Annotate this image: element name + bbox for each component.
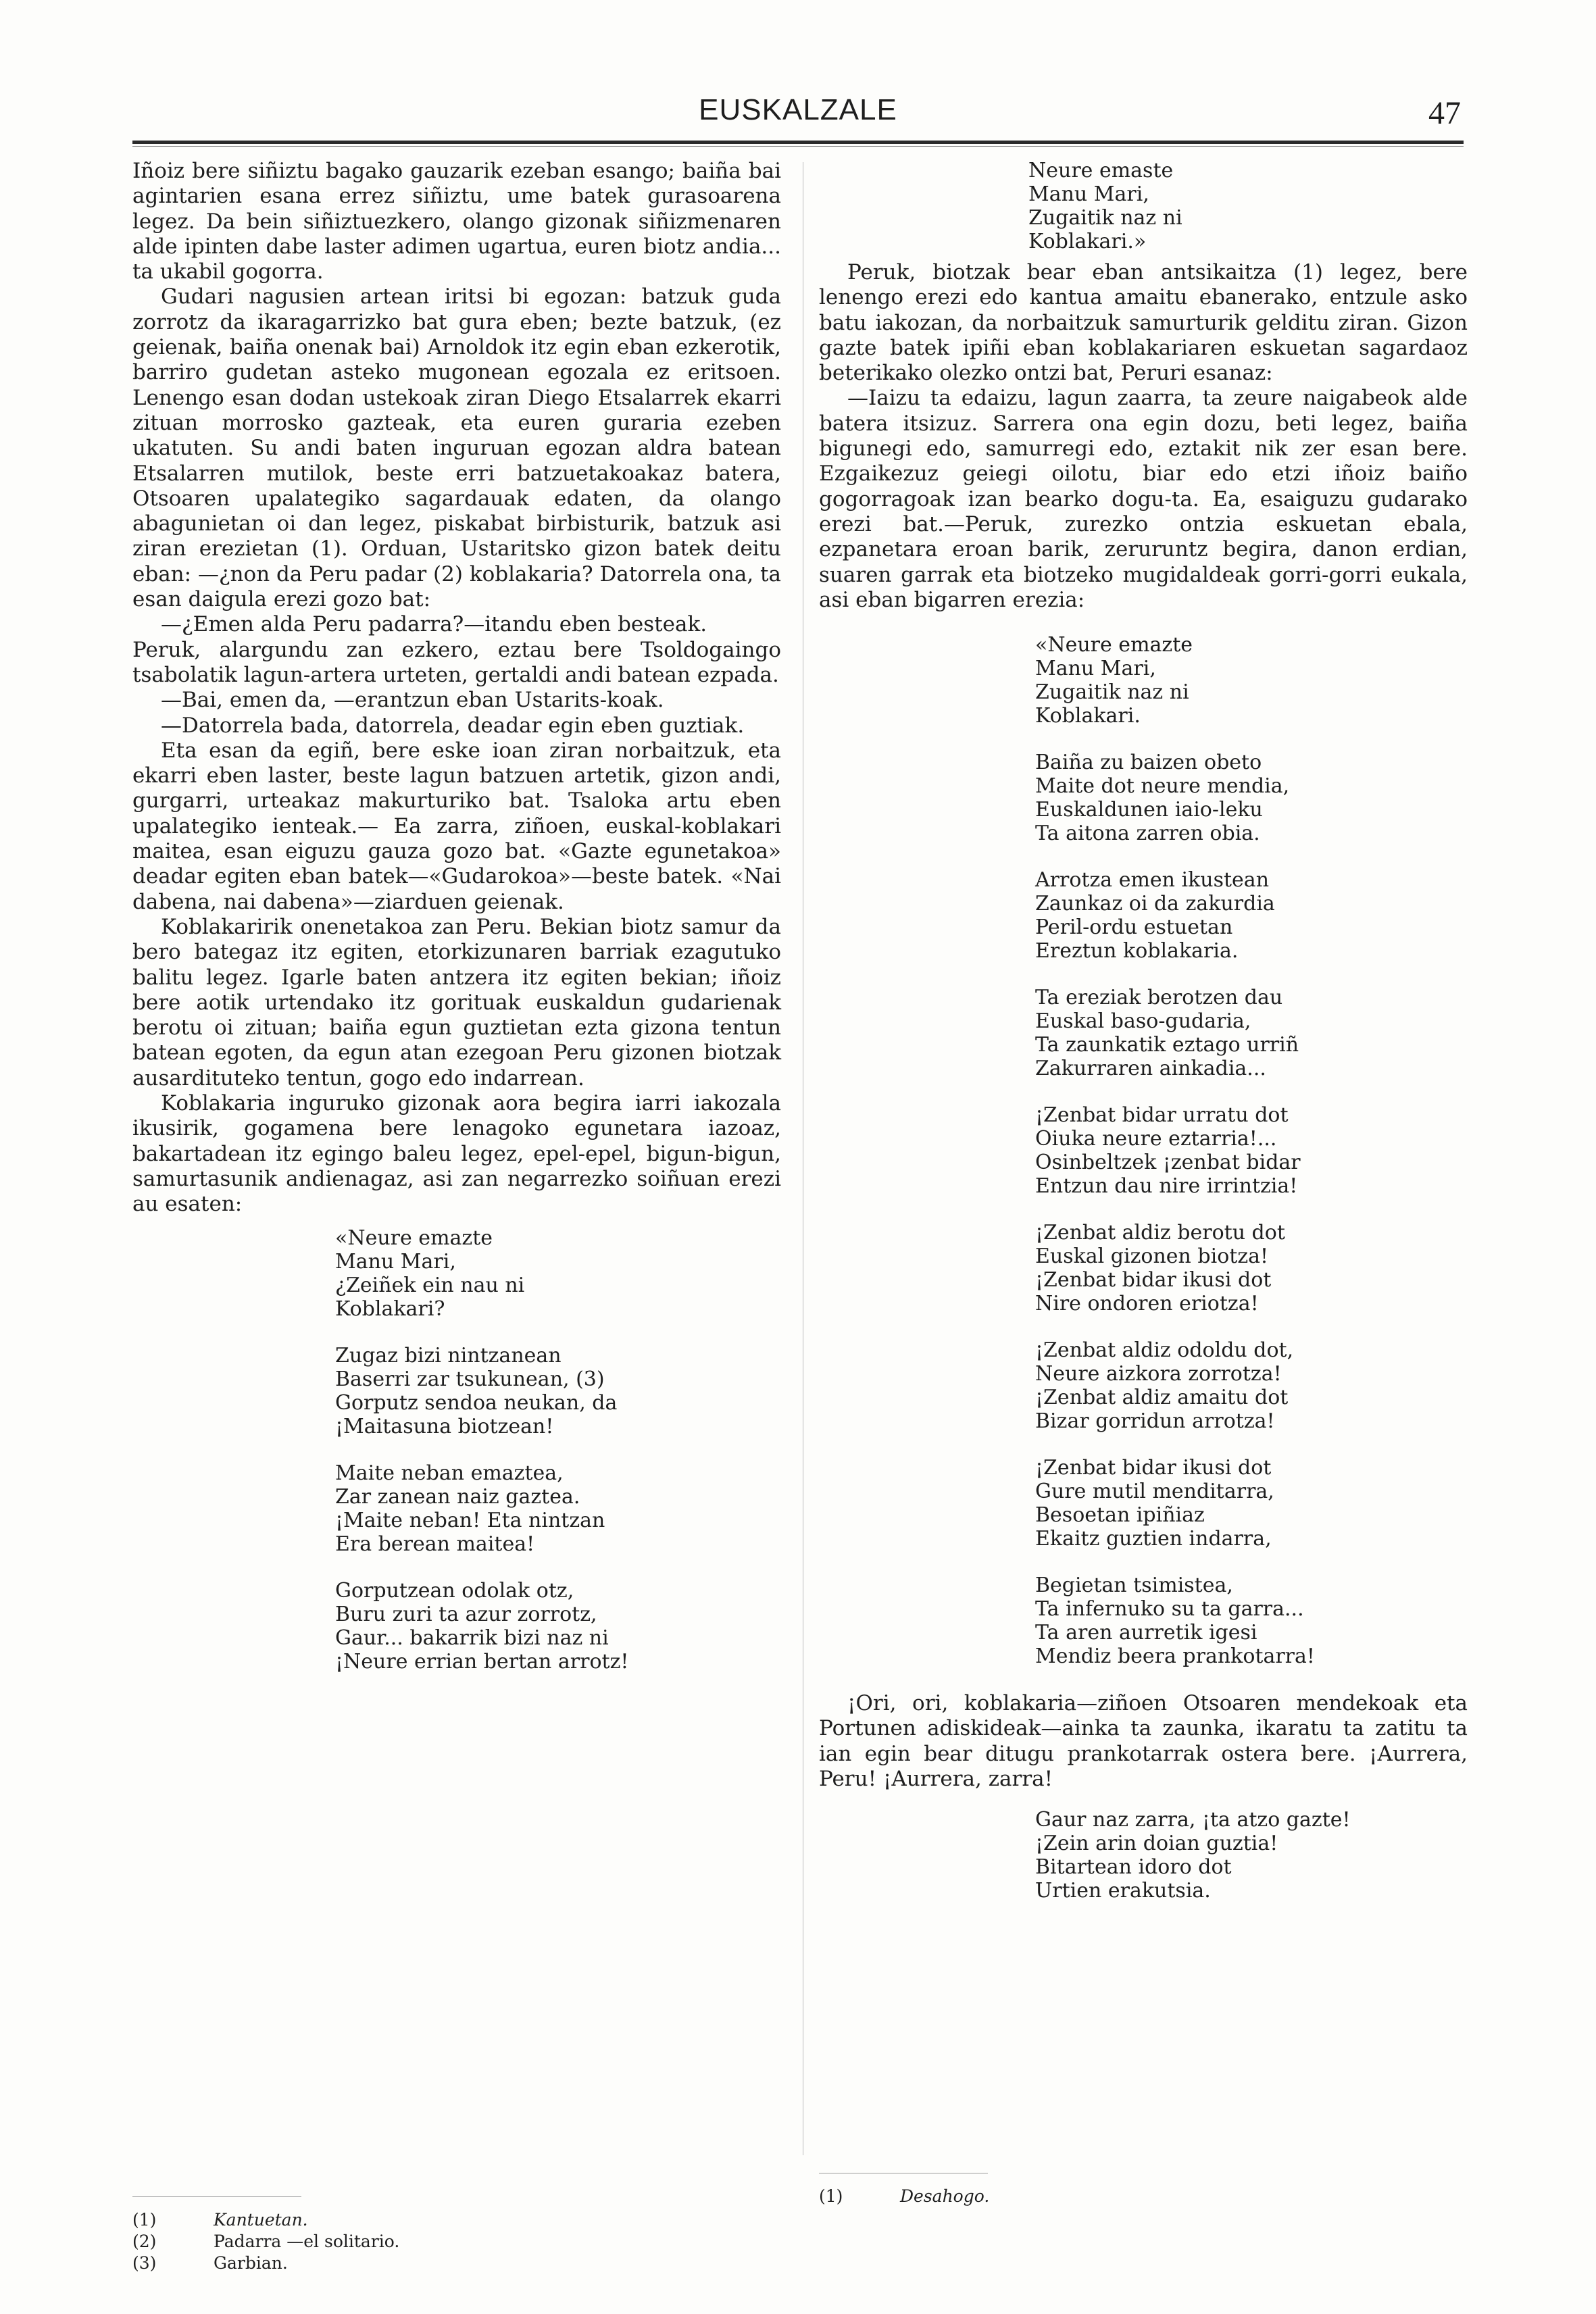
verse-line: Zakurraren ainkadia... [1035,1057,1266,1081]
verse-line: Ta aitona zarren obia. [1035,822,1260,846]
verse-line: Koblakari? [335,1297,445,1322]
paragraph: Peruk, biotzak bear eban antsikaitza (1) legez, bere lenengo erezi edo kantua amaitu ebanerako, entzule asko batu iakozan, da norbaitzuk samurturik gelditu ziran. Gizon gazte batek ipiñi eban koblakariaren eskuetan sagardaoz beterikako olezko ontzi bat, Peruri esanaz: [819,260,1468,386]
stanza [335,1344,781,1438]
verse-line: Ereztun koblakaria. [1035,939,1239,963]
footnote-number: (2) [132,2232,157,2251]
footnote [819,2186,989,2207]
stanza [335,1461,781,1556]
stanza [1035,1456,1468,1551]
running-title: EUSKALZALE [699,93,897,126]
footnote-number: (3) [132,2253,157,2273]
verse-line: Buru zuri ta azur zorrotz, [335,1603,597,1627]
verse-line: ¡Neure errian bertan arrotz! [335,1650,629,1674]
stanza [1035,1574,1468,1668]
stanza [1035,1808,1468,1903]
footnote-number: (1) [819,2186,843,2206]
verse-line: Bitartean idoro dot [1035,1855,1232,1880]
paragraph: Iñoiz bere siñiztu bagako gauzarik ezeban esango; baiña bai agintarien esana errez siñiztu, ume batek gurasoarena legez. Da bein siñiztuezkero, olango gizonak siñizmenaren alde ipinten dabe laster adimen ugartua, euren biotz andia... ta ukabil gogorra. [132,159,781,284]
header-rule [132,141,1464,144]
verse-line: Era berean maitea! [335,1532,535,1557]
verse-line: Maite dot neure mendia, [1035,774,1290,799]
stanza [335,1579,781,1674]
poem [819,633,1468,1668]
dialogue-line: —¿Emen alda Peru padarra?—itandu eben besteak. [161,612,707,637]
footnote-text: Padarra —el solitario. [214,2232,400,2251]
verse-line: «Neure emazte [1035,633,1193,657]
verse-line: Ekaitz guztien indarra, [1035,1527,1272,1551]
verse-line: Baserri zar tsukunean, (3) [335,1367,605,1392]
verse-line: Euskal baso-gudaria, [1035,1009,1251,1034]
paragraph: Gudari nagusien artean iritsi bi egozan: batzuk guda zorrotz da ikaragarrizko bat gura eben; bezte batzuk, (ez geienak, baiña onenak bai) Arnoldok itz egin eban ezkerotik, barriro gudetan asteko mugonean egozala ez eritsoen. Lenengo esan dodan ustekoak ziran Diego Etsalarrek ekarri zituan morrosko gazteak, eta euren guraria ezeben ukatuten. Su andi baten inguruan egozan aldra batean Etsalarren mutilok, beste erri batzuetakoakaz batera, Otsoaren upalategiko sagardauak edaten, da olango abagunietan oi dan legez, piskabat birbisturik, batzuk asi ziran erezietan (1). Orduan, Ustaritsko gizon batek deitu eban: —¿non da Peru padar (2) koblakaria? Datorrela ona, ta esan daigula erezi gozo bat: [132,284,781,612]
poem-continuation [819,159,1468,253]
footnote [132,2209,399,2231]
verse-line: Nire ondoren eriotza! [1035,1292,1259,1316]
verse-line: Manu Mari, [1035,657,1156,681]
page-number: 47 [1428,95,1461,131]
verse-line: Begietan tsimistea, [1035,1574,1233,1598]
verse-line: ¡Zenbat aldiz berotu dot [1035,1221,1285,1245]
stanza [1035,1221,1468,1315]
verse-line: ¡Zein arin doian guztia! [1035,1832,1278,1856]
verse-line: Osinbeltzek ¡zenbat bidar [1035,1151,1301,1175]
stanza [1035,868,1468,963]
verse-line: Zugaitik naz ni [1035,680,1189,705]
verse-line: ¡Zenbat bidar ikusi dot [1035,1268,1272,1292]
verse-line: Gure mutil menditarra, [1035,1480,1274,1504]
left-column [132,159,781,2273]
verse-line: Zaunkaz oi da zakurdia [1035,892,1275,916]
footnote [132,2231,399,2253]
poem [819,1808,1468,1903]
stanza [1035,751,1468,845]
verse-line: ¡Zenbat aldiz odoldu dot, [1035,1338,1294,1363]
footnote [132,2253,399,2274]
verse-line: Zugaz bizi nintzanean [335,1344,562,1368]
verse-line: Besoetan ipiñiaz [1035,1503,1205,1528]
stanza [1035,986,1468,1080]
verse-line: Ta ereziak berotzen dau [1035,986,1283,1010]
paragraph: Koblakaririk onenetakoa zan Peru. Bekian biotz samur da bero bategaz itz egiten, etorkizunaren barriak ezagutuko balitu legez. Igarle baten antzera itz egiten bekian; iñoiz bere aotik urtendako itz gorituak euskaldun gudarienak berotu oi zituan; baiña egun guztietan ezta gizona tentun batean egoten, da egun atan ezegoan Peru gizonen biotzak ausardituteko tentun, gogo edo indarrean. [132,914,781,1090]
verse-line: Ta aren aurretik igesi [1035,1621,1257,1645]
dialogue-line: —Iaizu ta edaizu, lagun zaarra, ta zeure naigabeok alde batera itsizuz. Sarrera ona egin dozu, beti legez, baiña bigunegi edo, samurregi edo, eztakit nik zer esan bere. Ezgaikezuz geiegi oilotu, biar edo etzi iñoiz baiño gogorragoak izan bearko dogu-ta. Ea, esaiguzu gudarako erezi bat.—Peruk, zurezko ontzia eskuetan ebala, ezpanetara eroan barik, zeruruntz begira, danon erdian, suaren garrak eta biotzeko mugidaldeak gorri-gorri eukala, asi eban bigarren erezia: [819,386,1468,612]
verse-line: Gorputzean odolak otz, [335,1579,574,1603]
footnote-number: (1) [132,2210,157,2230]
header-rule-thin [132,146,1464,147]
footnote-text: Kantuetan. [214,2210,308,2230]
verse-line: Gaur naz zarra, ¡ta atzo gazte! [1035,1808,1351,1832]
paragraph: Peruk, alargundu zan ezkero, eztau bere Tsoldogaingo tsabolatik lagun-artera urteten, gertaldi andi batean ezpada. [132,637,781,687]
verse-line: Peril-ordu estuetan [1035,915,1233,940]
verse-line: ¡Maitasuna biotzean! [335,1415,554,1439]
footnotes [132,2179,399,2274]
verse-line: Bizar gorridun arrotza! [1035,1409,1275,1434]
verse-line: Baiña zu baizen obeto [1035,751,1262,775]
verse-line: Ta zaunkatik eztago urriñ [1035,1033,1299,1057]
verse-line: Euskaldunen iaio-leku [1035,798,1263,822]
verse-line: ¿Zeiñek ein nau ni [335,1274,525,1298]
stanza [1035,1338,1468,1433]
footnote-text: Garbian. [214,2253,288,2273]
verse-line: Gorputz sendoa neukan, da [335,1391,618,1415]
verse-line: Oiuka neure eztarria!... [1035,1127,1277,1151]
poem [132,1226,781,1674]
verse-line: ¡Zenbat aldiz amaitu dot [1035,1386,1289,1410]
verse-line: Maite neban emaztea, [335,1461,564,1486]
verse-line: ¡Maite neban! Eta nintzan [335,1509,605,1533]
verse-line: Manu Mari, [335,1250,456,1274]
verse-line: Ta infernuko su ta garra... [1035,1597,1304,1621]
verse-line: Manu Mari, [1028,182,1149,206]
right-column [819,159,1468,2206]
stanza [1035,1103,1468,1198]
verse-line: Entzun dau nire irrintzia! [1035,1174,1298,1199]
verse-line: Neure emaste [1028,159,1174,182]
footnote-rule [132,2196,301,2197]
verse-line: Neure aizkora zorrotza! [1035,1362,1282,1386]
paragraph: ¡Ori, ori, koblakaria—ziñoen Otsoaren mendekoak eta Portunen adiskideak—ainka ta zaunka, ikaratu ta zatitu ta ian egin bear ditugu prankotarrak ostera bere. ¡Aurrera, Peru! ¡Aurrera, zarra! [819,1691,1468,1792]
verse-line: Euskal gizonen biotza! [1035,1244,1269,1269]
verse-line: Mendiz beera prankotarra! [1035,1644,1315,1669]
stanza [1035,633,1468,728]
verse-line: Koblakari. [1035,704,1141,728]
verse-line: Arrotza emen ikustean [1035,868,1270,892]
paragraph: Eta esan da egiñ, bere eske ioan ziran norbaitzuk, eta ekarri eben laster, beste lagun batzuen artetik, gizon andi, gurgarri, urteakaz makurturiko bat. Tsaloka artu eben upalategiko ienteak.— Ea zarra, ziñoen, euskal-koblakari maitea, esan eiguzu gauza gozo bat. «Gazte egunetakoa» deadar egiten eban batek—«Gudarokoa»—beste batek. «Nai dabena, nai dabena»—ziarduen geienak. [132,738,781,914]
footnote-text: Desahogo. [900,2186,990,2206]
dialogue-line: —Bai, emen da, —erantzun eban Ustarits-koak. [161,688,664,713]
stanza [335,1226,781,1321]
verse-line: Zar zanean naiz gaztea. [335,1485,580,1509]
paragraph: Koblakaria inguruko gizonak aora begira iarri iakozala ikusirik, gogamena bere lenagoko egunetara iazoaz, bakartadean itz egingo baleu legez, epel-epel, bigun-bigun, samurtasunik andienagaz, asi zan negarrezko soiñuan erezi au esaten: [132,1090,781,1217]
footnotes [819,2155,989,2207]
verse-line: Urtien erakutsia. [1035,1879,1211,1903]
verse-line: Zugaitik naz ni [1028,206,1182,230]
verse-line: Gaur... bakarrik bizi naz ni [335,1626,609,1651]
verse-line: «Neure emazte [335,1226,493,1251]
verse-line: ¡Zenbat bidar urratu dot [1035,1103,1289,1128]
verse-line: ¡Zenbat bidar ikusi dot [1035,1456,1272,1480]
verse-line: Koblakari.» [1028,230,1147,253]
dialogue-line: —Datorrela bada, datorrela, deadar egin eben guztiak. [161,713,745,738]
